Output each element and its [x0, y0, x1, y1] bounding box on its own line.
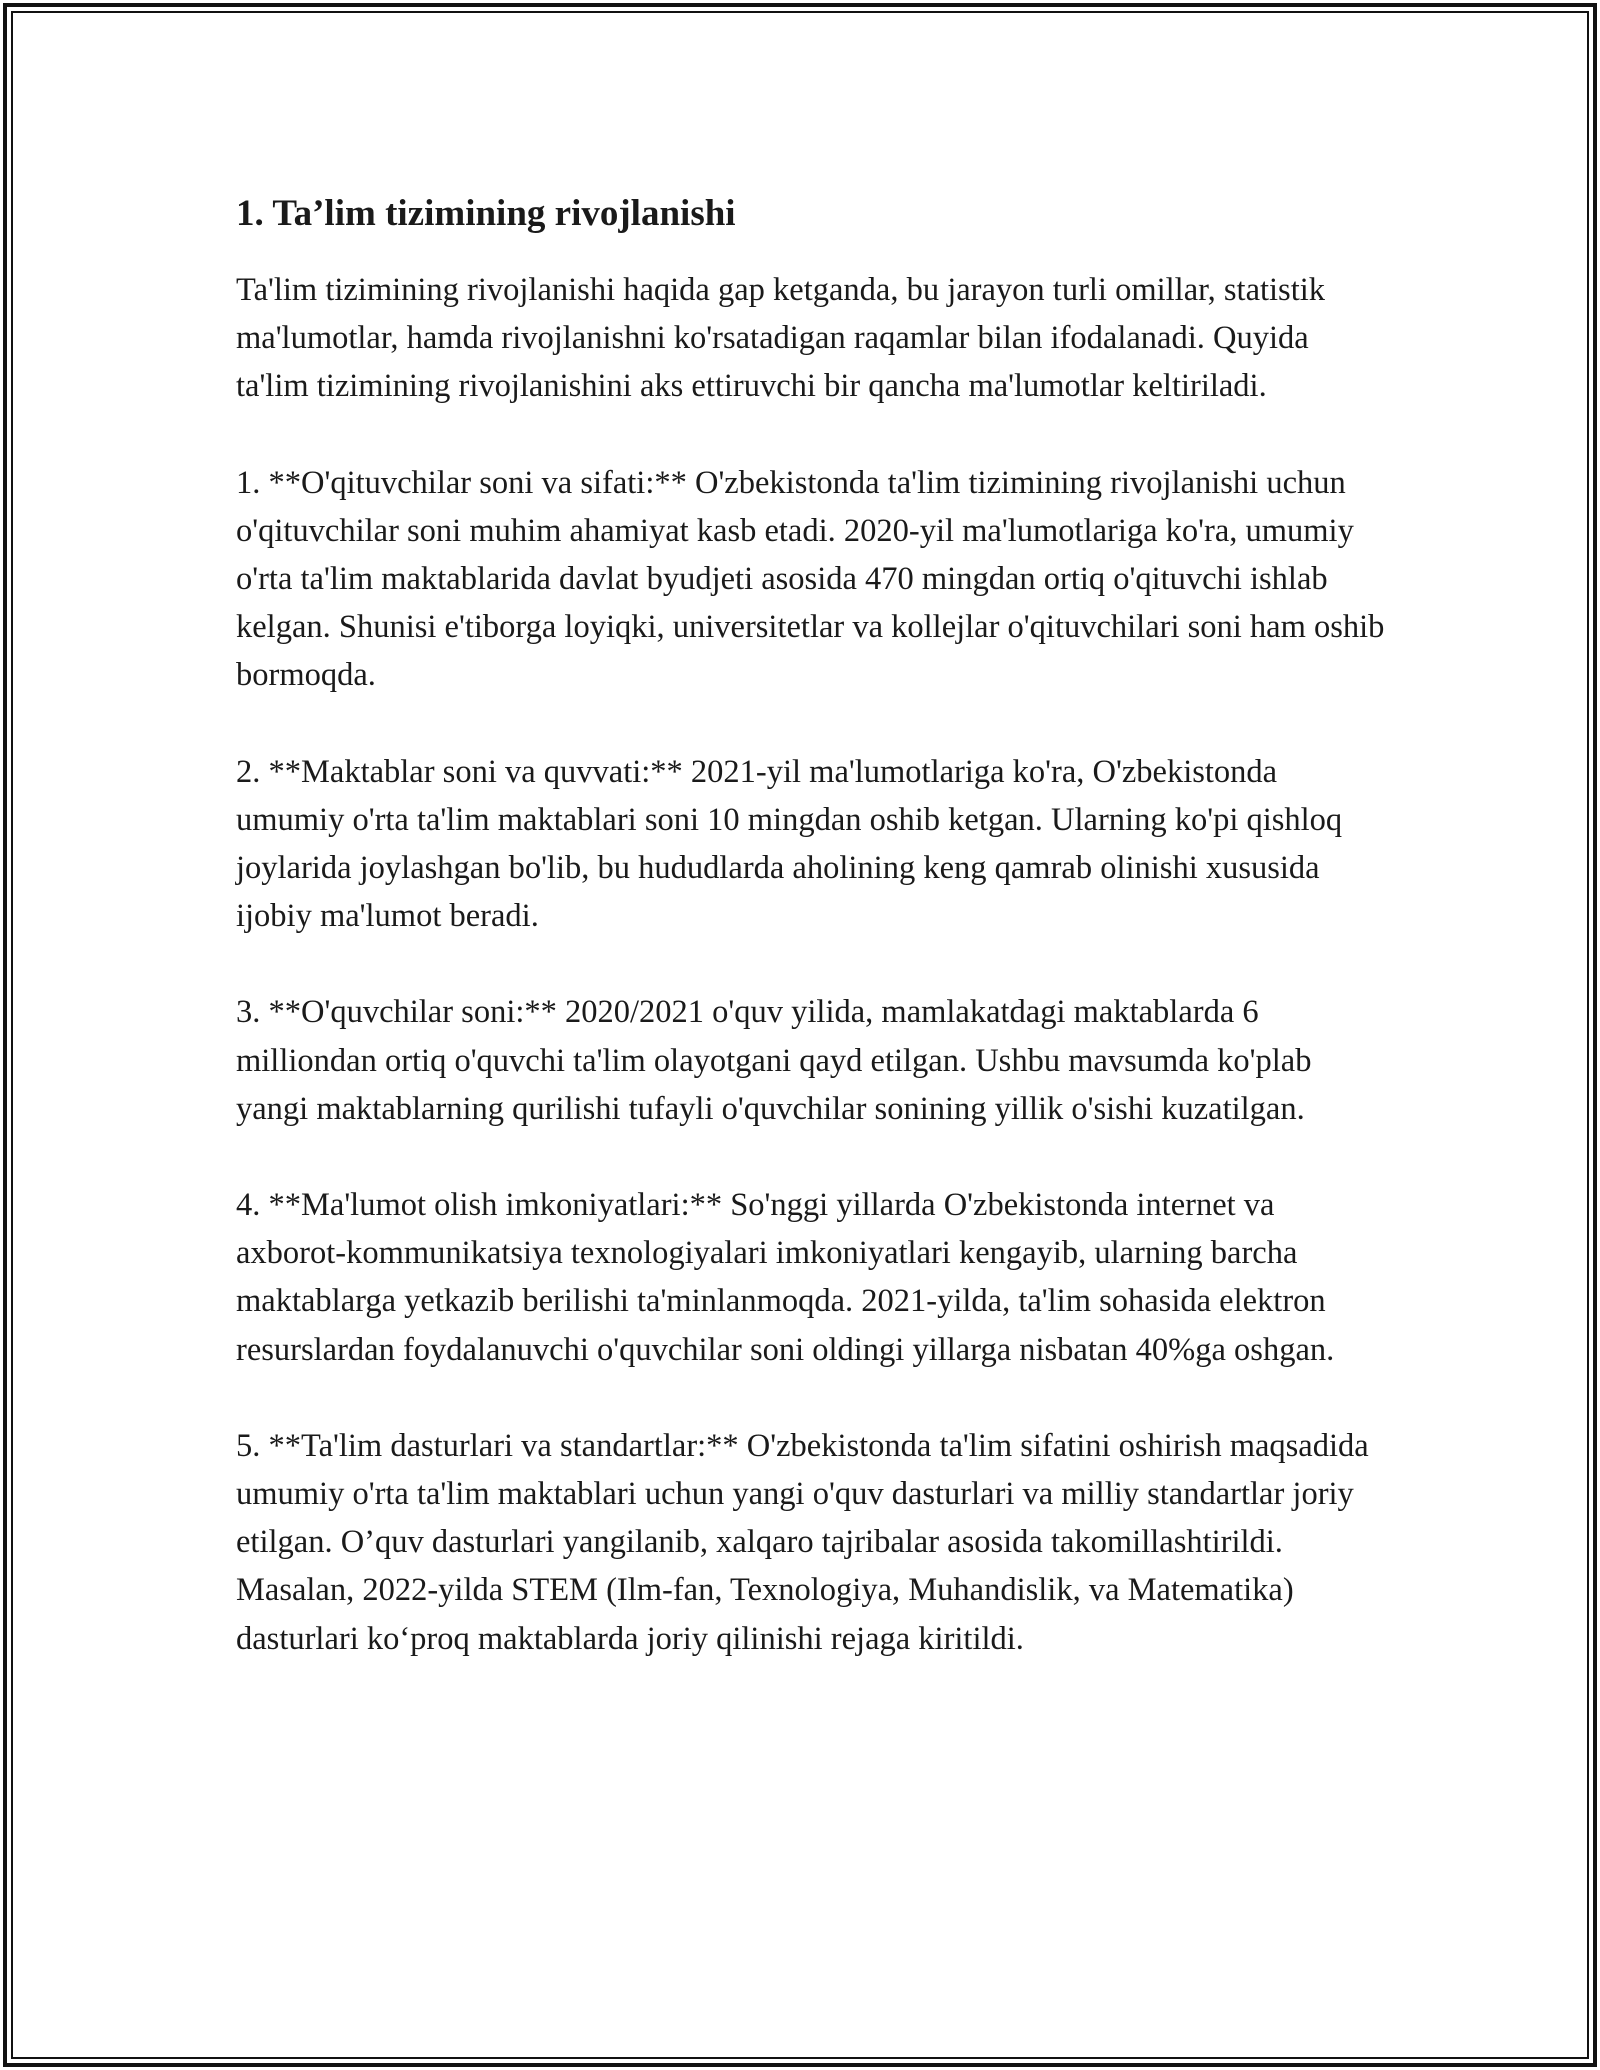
section-title: 1. Ta’lim tizimining rivojlanishi — [236, 193, 736, 234]
item-students-paragraph: 3. **O'quvchilar soni:** 2020/2021 o'quv yilida, mamlakatdagi maktablarda 6 milliondan ortiq o'quvchi ta'lim olayotgani qayd etilgan. Ushbu mavsumda ko'plab yangi maktablarning qurilishi tufayli o'quvchilar sonining yillik o'sishi kuzatilgan. — [236, 994, 1312, 1127]
item-information-access-paragraph: 4. **Ma'lumot olish imkoniyatlari:** So'nggi yillarda O'zbekistonda internet va axborot-kommunikatsiya texnologiyalari imkoniyatlari kengayib, ularning barcha maktablarga yetkazib berilishi ta'minlanmoqda. 2021-yilda, ta'lim sohasida elektron resurslardan foydalanuvchi o'quvchilar soni oldingi yillarga nisbatan 40%ga oshgan. — [236, 1187, 1335, 1368]
document-body — [236, 188, 1386, 1711]
intro-paragraph: Ta'lim tizimining rivojlanishi haqida gap ketganda, bu jarayon turli omillar, statistik ma'lumotlar, hamda rivojlanishni ko'rsatadigan raqamlar bilan ifodalanadi. Quyida ta'lim tizimining rivojlanishini aks ettiruvchi bir qancha ma'lumotlar keltiriladi. — [236, 272, 1326, 405]
item-schools-paragraph: 2. **Maktablar soni va quvvati:** 2021-yil ma'lumotlariga ko'ra, O'zbekistonda umumiy o'rta ta'lim maktablari soni 10 mingdan oshib ketgan. Ularning ko'pi qishloq joylarida joylashgan bo'lib, bu hududlarda aholining keng qamrab olinishi xususida ijobiy ma'lumot beradi. — [236, 753, 1343, 935]
item-teachers-paragraph: 1. **O'qituvchilar soni va sifati:** O'zbekistonda ta'lim tizimining rivojlanishi uchun o'qituvchilar soni muhim ahamiyat kasb etadi. 2020-yil ma'lumotlariga ko'ra, umumiy o'rta ta'lim maktablarida davlat byudjeti asosida 470 mingdan ortiq o'qituvchi ishlab kelgan. Shunisi e'tiborga loyiqki, universitetlar va kollejlar o'qituvchilari soni ham oshib bormoqda. — [236, 464, 1385, 694]
item-programs-standards-paragraph: 5. **Ta'lim dasturlari va standartlar:** O'zbekistonda ta'lim sifatini oshirish maqsadida umumiy o'rta ta'lim maktablari uchun yangi o'quv dasturlari va milliy standartlar joriy etilgan. O’quv dasturlari yangilanib, xalqaro tajribalar asosida takomillashtirildi. Masalan, 2022-yilda STEM (Ilm-fan, Texnologiya, Muhandislik, va Matematika) dasturlari ko‘proq maktablarda joriy qilinishi rejaga kiritildi. — [236, 1427, 1369, 1657]
